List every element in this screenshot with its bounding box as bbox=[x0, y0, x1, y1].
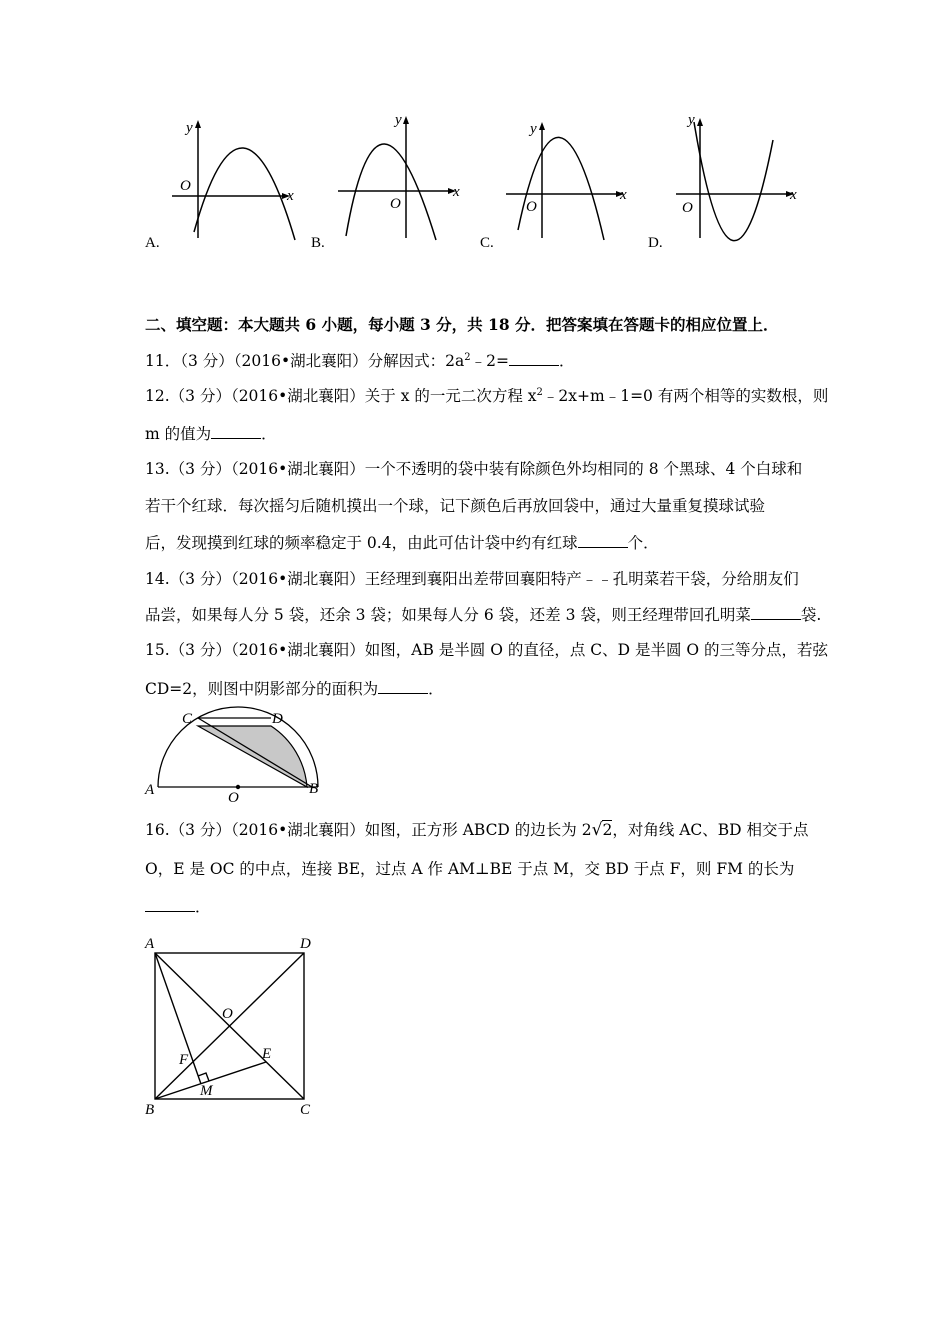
q12-suffix: ﹣2x+m﹣1=0 有两个相等的实数根，则 bbox=[542, 387, 829, 405]
q16-prefix: 16.（3 分）（2016•湖北襄阳）如图，正方形 ABCD 的边长为 2 bbox=[145, 821, 592, 839]
q12-line2-prefix: m 的值为 bbox=[145, 425, 212, 443]
q11-prefix: 11．（3 分）（2016•湖北襄阳）分解因式：2a bbox=[145, 352, 465, 370]
q16-suffix: ，对角线 AC、BD 相交于点 bbox=[612, 821, 809, 839]
question-16-line3 bbox=[145, 895, 211, 917]
q15-shaded-region bbox=[198, 726, 307, 787]
q14-line2-prefix: 品尝，如果每人分 5 袋，还余 3 袋；如果每人分 6 袋，还差 3 袋，则王经理带回孔明菜 bbox=[145, 606, 751, 624]
q15-label-b: B bbox=[309, 781, 319, 797]
graph-a-x-label: x bbox=[287, 188, 294, 204]
q16-segment-am bbox=[155, 953, 201, 1084]
q16-label-c: C bbox=[300, 1102, 311, 1118]
q12-prefix: 12.（3 分）（2016•湖北襄阳）关于 x 的一元二次方程 x bbox=[145, 387, 537, 405]
graph-c-origin-label: O bbox=[526, 199, 537, 215]
q16-label-o: O bbox=[222, 1006, 233, 1022]
graph-b-y-label: y bbox=[395, 112, 402, 128]
q16-label-m: M bbox=[200, 1083, 213, 1099]
option-a-label: A. bbox=[145, 235, 160, 251]
q11-answer-blank[interactable] bbox=[509, 353, 559, 366]
q16-label-e: E bbox=[262, 1046, 272, 1062]
graph-b-origin-label: O bbox=[390, 196, 401, 212]
q15-line2-prefix: CD=2，则图中阴影部分的面积为 bbox=[145, 680, 379, 698]
question-13-line3 bbox=[145, 531, 659, 553]
q16-figure bbox=[140, 930, 330, 1120]
question-13-line2: 若干个红球．每次摇匀后随机摸出一个球，记下颜色后再放回袋中，通过大量重复摸球试验 bbox=[145, 497, 766, 515]
q12-answer-blank[interactable] bbox=[211, 426, 261, 439]
q16-radicand: 2 bbox=[602, 821, 613, 839]
q15-label-o: O bbox=[228, 790, 239, 806]
question-12-line1 bbox=[145, 384, 828, 406]
graph-c-y-label: y bbox=[530, 121, 537, 137]
question-15-line1: 15.（3 分）（2016•湖北襄阳）如图，AB 是半圆 O 的直径，点 C、D 是半圆 O 的三等分点，若弦 bbox=[145, 641, 829, 659]
graph-d-y-label: y bbox=[688, 112, 695, 128]
q15-label-c: C bbox=[182, 711, 193, 727]
graph-d bbox=[676, 118, 794, 241]
question-16-line2: O，E 是 OC 的中点，连接 BE，过点 A 作 AM⊥BE 于点 M，交 BD 于点 F，则 FM 的长为 bbox=[145, 860, 795, 878]
graph-c bbox=[506, 122, 624, 240]
q12-sup: 2 bbox=[536, 386, 543, 398]
graph-d-x-label: x bbox=[790, 187, 797, 203]
question-16-line1 bbox=[145, 818, 809, 840]
question-14-line1: 14.（3 分）（2016•湖北襄阳）王经理到襄阳出差带回襄阳特产﹣﹣孔明菜若干袋，分给朋友们 bbox=[145, 570, 799, 588]
q13-end: 个． bbox=[627, 534, 659, 552]
question-11 bbox=[145, 349, 574, 371]
question-15-line2 bbox=[145, 677, 444, 699]
graph-a-origin-label: O bbox=[180, 178, 191, 194]
q11-end: ． bbox=[558, 352, 575, 370]
question-13-line1: 13.（3 分）（2016•湖北襄阳）一个不透明的袋中装有除颜色外均相同的 8 个黑球、4 个白球和 bbox=[145, 460, 803, 478]
sqrt-symbol: √ bbox=[591, 820, 603, 840]
graph-c-x-label: x bbox=[620, 187, 627, 203]
option-graphs bbox=[0, 100, 950, 270]
q15-label-a: A bbox=[145, 782, 155, 798]
q15-figure bbox=[140, 706, 330, 806]
option-b-label: B. bbox=[311, 235, 325, 251]
q12-end: ． bbox=[261, 425, 277, 443]
option-d-label: D. bbox=[648, 235, 663, 251]
q15-center-point bbox=[236, 785, 240, 789]
q14-end: 袋. bbox=[800, 606, 822, 624]
q15-end: ． bbox=[428, 680, 444, 698]
q16-end: ． bbox=[195, 898, 211, 916]
q16-label-b: B bbox=[145, 1102, 155, 1118]
q16-label-a: A bbox=[145, 936, 155, 952]
section-heading: 二、填空题：本大题共 6 小题，每小题 3 分，共 18 分．把答案填在答题卡的相应位置上． bbox=[145, 315, 779, 334]
question-12-line2 bbox=[145, 422, 277, 444]
q16-label-d: D bbox=[300, 936, 311, 952]
option-c-label: C. bbox=[480, 235, 494, 251]
q15-answer-blank[interactable] bbox=[378, 681, 428, 694]
q11-suffix: ﹣2= bbox=[470, 352, 509, 370]
q14-answer-blank[interactable] bbox=[751, 607, 801, 620]
q13-line3-prefix: 后，发现摸到红球的频率稳定于 0.4，由此可估计袋中约有红球 bbox=[145, 534, 578, 552]
q16-label-f: F bbox=[179, 1052, 189, 1068]
graph-d-origin-label: O bbox=[682, 200, 693, 216]
graph-b-x-label: x bbox=[453, 184, 460, 200]
q15-label-d: D bbox=[272, 711, 283, 727]
q13-answer-blank[interactable] bbox=[578, 535, 628, 548]
graph-b bbox=[338, 116, 456, 240]
q11-sup: 2 bbox=[464, 351, 471, 363]
question-14-line2 bbox=[145, 603, 821, 625]
graph-a-y-label: y bbox=[186, 120, 193, 136]
q16-answer-blank[interactable] bbox=[145, 899, 195, 912]
